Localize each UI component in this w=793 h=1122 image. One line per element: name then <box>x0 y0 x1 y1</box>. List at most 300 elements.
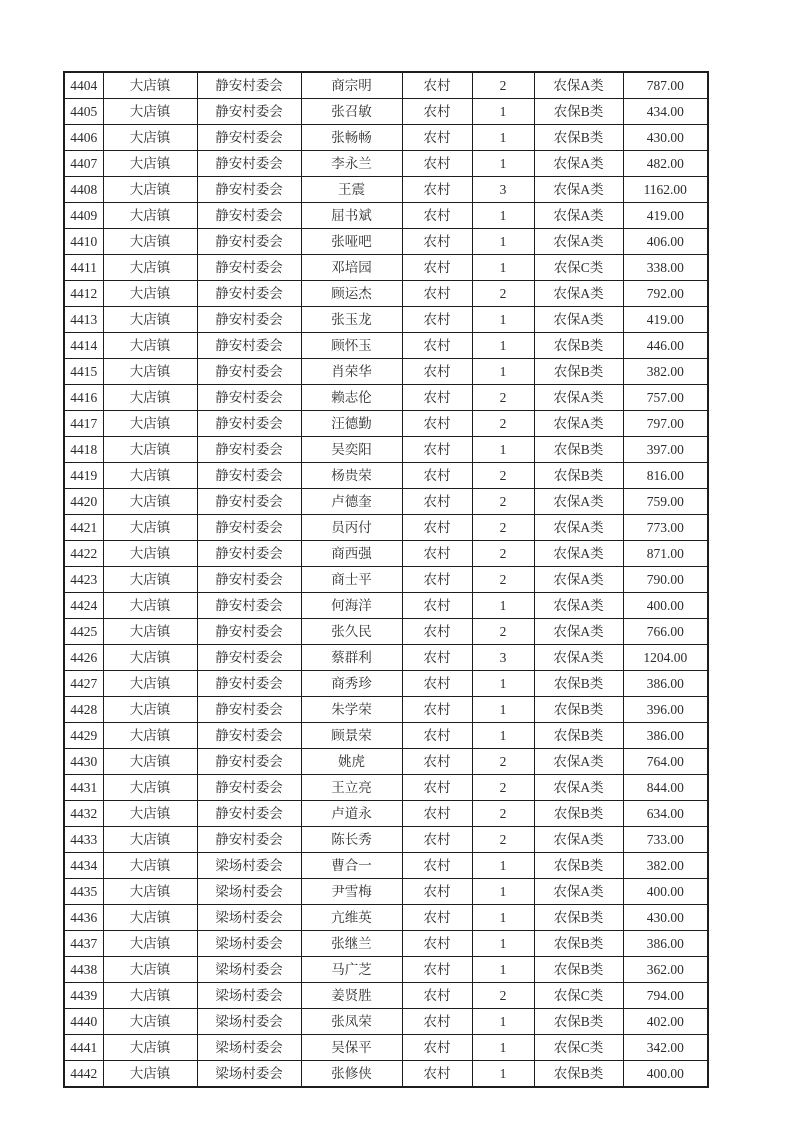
person-count-cell: 1 <box>472 333 534 359</box>
village-committee-cell: 静安村委会 <box>197 99 301 125</box>
person-count-cell: 1 <box>472 1061 534 1088</box>
household-type-cell: 农村 <box>402 879 472 905</box>
person-name-cell: 陈长秀 <box>301 827 402 853</box>
village-committee-cell: 静安村委会 <box>197 775 301 801</box>
amount-cell: 400.00 <box>623 593 708 619</box>
person-count-cell: 1 <box>472 203 534 229</box>
village-committee-cell: 梁场村委会 <box>197 1035 301 1061</box>
household-type-cell: 农村 <box>402 645 472 671</box>
table-row <box>64 1009 708 1035</box>
serial-number-cell: 4409 <box>64 203 103 229</box>
table-row <box>64 541 708 567</box>
village-committee-cell: 梁场村委会 <box>197 983 301 1009</box>
table-row <box>64 203 708 229</box>
town-cell: 大店镇 <box>103 853 197 879</box>
household-type-cell: 农村 <box>402 671 472 697</box>
village-committee-cell: 静安村委会 <box>197 151 301 177</box>
amount-cell: 397.00 <box>623 437 708 463</box>
village-committee-cell: 梁场村委会 <box>197 1009 301 1035</box>
table-row <box>64 281 708 307</box>
household-type-cell: 农村 <box>402 333 472 359</box>
table-row <box>64 229 708 255</box>
table-row <box>64 697 708 723</box>
insurance-category-cell: 农保A类 <box>534 593 623 619</box>
insurance-category-cell: 农保A类 <box>534 489 623 515</box>
table-row <box>64 593 708 619</box>
person-name-cell: 屈书斌 <box>301 203 402 229</box>
amount-cell: 733.00 <box>623 827 708 853</box>
amount-cell: 386.00 <box>623 931 708 957</box>
person-name-cell: 马广芝 <box>301 957 402 983</box>
serial-number-cell: 4405 <box>64 99 103 125</box>
serial-number-cell: 4422 <box>64 541 103 567</box>
amount-cell: 382.00 <box>623 359 708 385</box>
town-cell: 大店镇 <box>103 775 197 801</box>
household-type-cell: 农村 <box>402 593 472 619</box>
serial-number-cell: 4404 <box>64 72 103 99</box>
household-type-cell: 农村 <box>402 905 472 931</box>
insurance-category-cell: 农保A类 <box>534 645 623 671</box>
table-row <box>64 957 708 983</box>
insurance-category-cell: 农保A类 <box>534 307 623 333</box>
village-committee-cell: 静安村委会 <box>197 125 301 151</box>
town-cell: 大店镇 <box>103 99 197 125</box>
amount-cell: 1162.00 <box>623 177 708 203</box>
serial-number-cell: 4439 <box>64 983 103 1009</box>
village-committee-cell: 静安村委会 <box>197 229 301 255</box>
person-name-cell: 姚虎 <box>301 749 402 775</box>
village-committee-cell: 静安村委会 <box>197 385 301 411</box>
amount-cell: 757.00 <box>623 385 708 411</box>
person-name-cell: 商秀珍 <box>301 671 402 697</box>
insurance-category-cell: 农保B类 <box>534 723 623 749</box>
table-row <box>64 567 708 593</box>
table-row <box>64 671 708 697</box>
household-type-cell: 农村 <box>402 983 472 1009</box>
amount-cell: 396.00 <box>623 697 708 723</box>
amount-cell: 759.00 <box>623 489 708 515</box>
town-cell: 大店镇 <box>103 879 197 905</box>
person-count-cell: 1 <box>472 437 534 463</box>
insurance-category-cell: 农保B类 <box>534 957 623 983</box>
person-count-cell: 1 <box>472 99 534 125</box>
household-type-cell: 农村 <box>402 99 472 125</box>
amount-cell: 342.00 <box>623 1035 708 1061</box>
person-count-cell: 2 <box>472 827 534 853</box>
household-type-cell: 农村 <box>402 827 472 853</box>
table-row <box>64 99 708 125</box>
household-type-cell: 农村 <box>402 151 472 177</box>
serial-number-cell: 4414 <box>64 333 103 359</box>
insurance-category-cell: 农保C类 <box>534 255 623 281</box>
table-row <box>64 515 708 541</box>
table-row <box>64 775 708 801</box>
town-cell: 大店镇 <box>103 125 197 151</box>
insurance-category-cell: 农保B类 <box>534 853 623 879</box>
town-cell: 大店镇 <box>103 827 197 853</box>
person-count-cell: 1 <box>472 1035 534 1061</box>
village-committee-cell: 静安村委会 <box>197 177 301 203</box>
table-row <box>64 827 708 853</box>
serial-number-cell: 4440 <box>64 1009 103 1035</box>
table-row <box>64 437 708 463</box>
household-type-cell: 农村 <box>402 567 472 593</box>
insurance-category-cell: 农保A类 <box>534 151 623 177</box>
insurance-category-cell: 农保B类 <box>534 333 623 359</box>
village-committee-cell: 静安村委会 <box>197 567 301 593</box>
amount-cell: 382.00 <box>623 853 708 879</box>
insurance-category-cell: 农保A类 <box>534 775 623 801</box>
serial-number-cell: 4433 <box>64 827 103 853</box>
serial-number-cell: 4426 <box>64 645 103 671</box>
town-cell: 大店镇 <box>103 411 197 437</box>
amount-cell: 419.00 <box>623 203 708 229</box>
village-committee-cell: 静安村委会 <box>197 437 301 463</box>
insurance-category-cell: 农保A类 <box>534 567 623 593</box>
table-row <box>64 905 708 931</box>
town-cell: 大店镇 <box>103 645 197 671</box>
person-name-cell: 张凤荣 <box>301 1009 402 1035</box>
household-type-cell: 农村 <box>402 775 472 801</box>
person-name-cell: 何海洋 <box>301 593 402 619</box>
town-cell: 大店镇 <box>103 255 197 281</box>
town-cell: 大店镇 <box>103 749 197 775</box>
serial-number-cell: 4421 <box>64 515 103 541</box>
person-count-cell: 2 <box>472 281 534 307</box>
village-committee-cell: 静安村委会 <box>197 801 301 827</box>
person-count-cell: 2 <box>472 775 534 801</box>
insurance-category-cell: 农保B类 <box>534 359 623 385</box>
amount-cell: 844.00 <box>623 775 708 801</box>
amount-cell: 764.00 <box>623 749 708 775</box>
person-name-cell: 吴保平 <box>301 1035 402 1061</box>
village-committee-cell: 梁场村委会 <box>197 879 301 905</box>
household-type-cell: 农村 <box>402 931 472 957</box>
village-committee-cell: 静安村委会 <box>197 593 301 619</box>
village-committee-cell: 静安村委会 <box>197 489 301 515</box>
serial-number-cell: 4432 <box>64 801 103 827</box>
table-row <box>64 385 708 411</box>
person-name-cell: 张哑吧 <box>301 229 402 255</box>
person-name-cell: 顾怀玉 <box>301 333 402 359</box>
insurance-category-cell: 农保B类 <box>534 1061 623 1088</box>
serial-number-cell: 4429 <box>64 723 103 749</box>
village-committee-cell: 静安村委会 <box>197 203 301 229</box>
person-name-cell: 王震 <box>301 177 402 203</box>
insurance-category-cell: 农保B类 <box>534 801 623 827</box>
household-type-cell: 农村 <box>402 1061 472 1088</box>
village-committee-cell: 静安村委会 <box>197 515 301 541</box>
person-name-cell: 顾运杰 <box>301 281 402 307</box>
household-type-cell: 农村 <box>402 125 472 151</box>
amount-cell: 816.00 <box>623 463 708 489</box>
insurance-category-cell: 农保A类 <box>534 385 623 411</box>
table-row <box>64 983 708 1009</box>
town-cell: 大店镇 <box>103 983 197 1009</box>
table-row <box>64 125 708 151</box>
town-cell: 大店镇 <box>103 1035 197 1061</box>
person-count-cell: 1 <box>472 1009 534 1035</box>
household-type-cell: 农村 <box>402 385 472 411</box>
town-cell: 大店镇 <box>103 957 197 983</box>
serial-number-cell: 4434 <box>64 853 103 879</box>
serial-number-cell: 4435 <box>64 879 103 905</box>
person-count-cell: 1 <box>472 671 534 697</box>
insurance-category-cell: 农保B类 <box>534 697 623 723</box>
household-type-cell: 农村 <box>402 515 472 541</box>
insurance-category-cell: 农保A类 <box>534 619 623 645</box>
person-count-cell: 1 <box>472 905 534 931</box>
person-name-cell: 朱学荣 <box>301 697 402 723</box>
person-count-cell: 1 <box>472 125 534 151</box>
person-count-cell: 2 <box>472 72 534 99</box>
person-count-cell: 2 <box>472 619 534 645</box>
household-type-cell: 农村 <box>402 957 472 983</box>
town-cell: 大店镇 <box>103 541 197 567</box>
amount-cell: 400.00 <box>623 1061 708 1088</box>
table-row <box>64 151 708 177</box>
town-cell: 大店镇 <box>103 281 197 307</box>
town-cell: 大店镇 <box>103 515 197 541</box>
table-row <box>64 619 708 645</box>
serial-number-cell: 4406 <box>64 125 103 151</box>
person-count-cell: 2 <box>472 515 534 541</box>
insurance-category-cell: 农保A类 <box>534 541 623 567</box>
amount-cell: 434.00 <box>623 99 708 125</box>
amount-cell: 794.00 <box>623 983 708 1009</box>
town-cell: 大店镇 <box>103 671 197 697</box>
table-row <box>64 1035 708 1061</box>
person-count-cell: 2 <box>472 983 534 1009</box>
amount-cell: 1204.00 <box>623 645 708 671</box>
person-name-cell: 卢德奎 <box>301 489 402 515</box>
household-type-cell: 农村 <box>402 489 472 515</box>
serial-number-cell: 4416 <box>64 385 103 411</box>
town-cell: 大店镇 <box>103 489 197 515</box>
insurance-category-cell: 农保B类 <box>534 437 623 463</box>
person-name-cell: 王立亮 <box>301 775 402 801</box>
household-type-cell: 农村 <box>402 229 472 255</box>
town-cell: 大店镇 <box>103 463 197 489</box>
insurance-category-cell: 农保A类 <box>534 411 623 437</box>
person-name-cell: 张畅畅 <box>301 125 402 151</box>
town-cell: 大店镇 <box>103 307 197 333</box>
village-committee-cell: 静安村委会 <box>197 749 301 775</box>
person-name-cell: 员丙付 <box>301 515 402 541</box>
person-count-cell: 1 <box>472 879 534 905</box>
amount-cell: 430.00 <box>623 125 708 151</box>
person-count-cell: 3 <box>472 177 534 203</box>
household-type-cell: 农村 <box>402 853 472 879</box>
person-name-cell: 张继兰 <box>301 931 402 957</box>
serial-number-cell: 4417 <box>64 411 103 437</box>
insurance-category-cell: 农保A类 <box>534 515 623 541</box>
insurance-category-cell: 农保A类 <box>534 827 623 853</box>
amount-cell: 419.00 <box>623 307 708 333</box>
village-committee-cell: 梁场村委会 <box>197 853 301 879</box>
serial-number-cell: 4430 <box>64 749 103 775</box>
insurance-category-cell: 农保A类 <box>534 203 623 229</box>
serial-number-cell: 4424 <box>64 593 103 619</box>
town-cell: 大店镇 <box>103 359 197 385</box>
table-row <box>64 749 708 775</box>
household-type-cell: 农村 <box>402 801 472 827</box>
table-row <box>64 1061 708 1088</box>
person-name-cell: 曹合一 <box>301 853 402 879</box>
household-type-cell: 农村 <box>402 723 472 749</box>
serial-number-cell: 4438 <box>64 957 103 983</box>
serial-number-cell: 4412 <box>64 281 103 307</box>
serial-number-cell: 4437 <box>64 931 103 957</box>
person-count-cell: 1 <box>472 853 534 879</box>
amount-cell: 773.00 <box>623 515 708 541</box>
household-type-cell: 农村 <box>402 749 472 775</box>
person-count-cell: 1 <box>472 307 534 333</box>
person-count-cell: 1 <box>472 151 534 177</box>
insurance-category-cell: 农保B类 <box>534 99 623 125</box>
household-type-cell: 农村 <box>402 177 472 203</box>
person-count-cell: 2 <box>472 411 534 437</box>
table-row <box>64 411 708 437</box>
village-committee-cell: 静安村委会 <box>197 307 301 333</box>
amount-cell: 362.00 <box>623 957 708 983</box>
table-row <box>64 177 708 203</box>
benefit-roster-table <box>63 71 709 1088</box>
village-committee-cell: 静安村委会 <box>197 333 301 359</box>
person-count-cell: 2 <box>472 801 534 827</box>
village-committee-cell: 梁场村委会 <box>197 931 301 957</box>
serial-number-cell: 4428 <box>64 697 103 723</box>
household-type-cell: 农村 <box>402 1035 472 1061</box>
person-name-cell: 张玉龙 <box>301 307 402 333</box>
insurance-category-cell: 农保B类 <box>534 905 623 931</box>
amount-cell: 386.00 <box>623 671 708 697</box>
person-name-cell: 张久民 <box>301 619 402 645</box>
table-row <box>64 463 708 489</box>
table-row <box>64 723 708 749</box>
town-cell: 大店镇 <box>103 801 197 827</box>
household-type-cell: 农村 <box>402 619 472 645</box>
person-name-cell: 邓培园 <box>301 255 402 281</box>
table-row <box>64 255 708 281</box>
village-committee-cell: 静安村委会 <box>197 541 301 567</box>
person-name-cell: 张召敏 <box>301 99 402 125</box>
amount-cell: 386.00 <box>623 723 708 749</box>
person-name-cell: 商士平 <box>301 567 402 593</box>
village-committee-cell: 静安村委会 <box>197 827 301 853</box>
person-count-cell: 1 <box>472 697 534 723</box>
table-row <box>64 72 708 99</box>
town-cell: 大店镇 <box>103 697 197 723</box>
person-count-cell: 2 <box>472 463 534 489</box>
amount-cell: 871.00 <box>623 541 708 567</box>
town-cell: 大店镇 <box>103 333 197 359</box>
person-name-cell: 吴奕阳 <box>301 437 402 463</box>
insurance-category-cell: 农保A类 <box>534 72 623 99</box>
amount-cell: 797.00 <box>623 411 708 437</box>
town-cell: 大店镇 <box>103 177 197 203</box>
serial-number-cell: 4407 <box>64 151 103 177</box>
table-row <box>64 307 708 333</box>
household-type-cell: 农村 <box>402 1009 472 1035</box>
insurance-category-cell: 农保A类 <box>534 177 623 203</box>
village-committee-cell: 静安村委会 <box>197 645 301 671</box>
serial-number-cell: 4418 <box>64 437 103 463</box>
serial-number-cell: 4419 <box>64 463 103 489</box>
household-type-cell: 农村 <box>402 697 472 723</box>
serial-number-cell: 4415 <box>64 359 103 385</box>
town-cell: 大店镇 <box>103 905 197 931</box>
person-name-cell: 卢道永 <box>301 801 402 827</box>
household-type-cell: 农村 <box>402 541 472 567</box>
town-cell: 大店镇 <box>103 931 197 957</box>
town-cell: 大店镇 <box>103 567 197 593</box>
person-count-cell: 1 <box>472 723 534 749</box>
serial-number-cell: 4423 <box>64 567 103 593</box>
village-committee-cell: 静安村委会 <box>197 255 301 281</box>
village-committee-cell: 静安村委会 <box>197 723 301 749</box>
village-committee-cell: 梁场村委会 <box>197 1061 301 1088</box>
village-committee-cell: 静安村委会 <box>197 697 301 723</box>
person-name-cell: 商宗明 <box>301 72 402 99</box>
serial-number-cell: 4411 <box>64 255 103 281</box>
person-count-cell: 2 <box>472 567 534 593</box>
household-type-cell: 农村 <box>402 255 472 281</box>
serial-number-cell: 4425 <box>64 619 103 645</box>
person-name-cell: 张修侠 <box>301 1061 402 1088</box>
town-cell: 大店镇 <box>103 1009 197 1035</box>
table-row <box>64 359 708 385</box>
person-count-cell: 1 <box>472 359 534 385</box>
town-cell: 大店镇 <box>103 437 197 463</box>
amount-cell: 402.00 <box>623 1009 708 1035</box>
person-count-cell: 1 <box>472 229 534 255</box>
insurance-category-cell: 农保C类 <box>534 983 623 1009</box>
amount-cell: 792.00 <box>623 281 708 307</box>
person-name-cell: 姜贤胜 <box>301 983 402 1009</box>
table-row <box>64 801 708 827</box>
person-name-cell: 商西强 <box>301 541 402 567</box>
insurance-category-cell: 农保B类 <box>534 1009 623 1035</box>
household-type-cell: 农村 <box>402 281 472 307</box>
person-name-cell: 杨贵荣 <box>301 463 402 489</box>
insurance-category-cell: 农保A类 <box>534 281 623 307</box>
table-row <box>64 489 708 515</box>
town-cell: 大店镇 <box>103 723 197 749</box>
person-count-cell: 2 <box>472 541 534 567</box>
table-row <box>64 333 708 359</box>
serial-number-cell: 4413 <box>64 307 103 333</box>
town-cell: 大店镇 <box>103 593 197 619</box>
serial-number-cell: 4436 <box>64 905 103 931</box>
serial-number-cell: 4420 <box>64 489 103 515</box>
town-cell: 大店镇 <box>103 619 197 645</box>
village-committee-cell: 静安村委会 <box>197 619 301 645</box>
insurance-category-cell: 农保B类 <box>534 463 623 489</box>
household-type-cell: 农村 <box>402 72 472 99</box>
person-count-cell: 1 <box>472 593 534 619</box>
household-type-cell: 农村 <box>402 411 472 437</box>
insurance-category-cell: 农保A类 <box>534 229 623 255</box>
serial-number-cell: 4441 <box>64 1035 103 1061</box>
person-name-cell: 肖荣华 <box>301 359 402 385</box>
person-name-cell: 顾景荣 <box>301 723 402 749</box>
person-count-cell: 2 <box>472 385 534 411</box>
insurance-category-cell: 农保B类 <box>534 931 623 957</box>
village-committee-cell: 静安村委会 <box>197 463 301 489</box>
amount-cell: 400.00 <box>623 879 708 905</box>
village-committee-cell: 梁场村委会 <box>197 905 301 931</box>
